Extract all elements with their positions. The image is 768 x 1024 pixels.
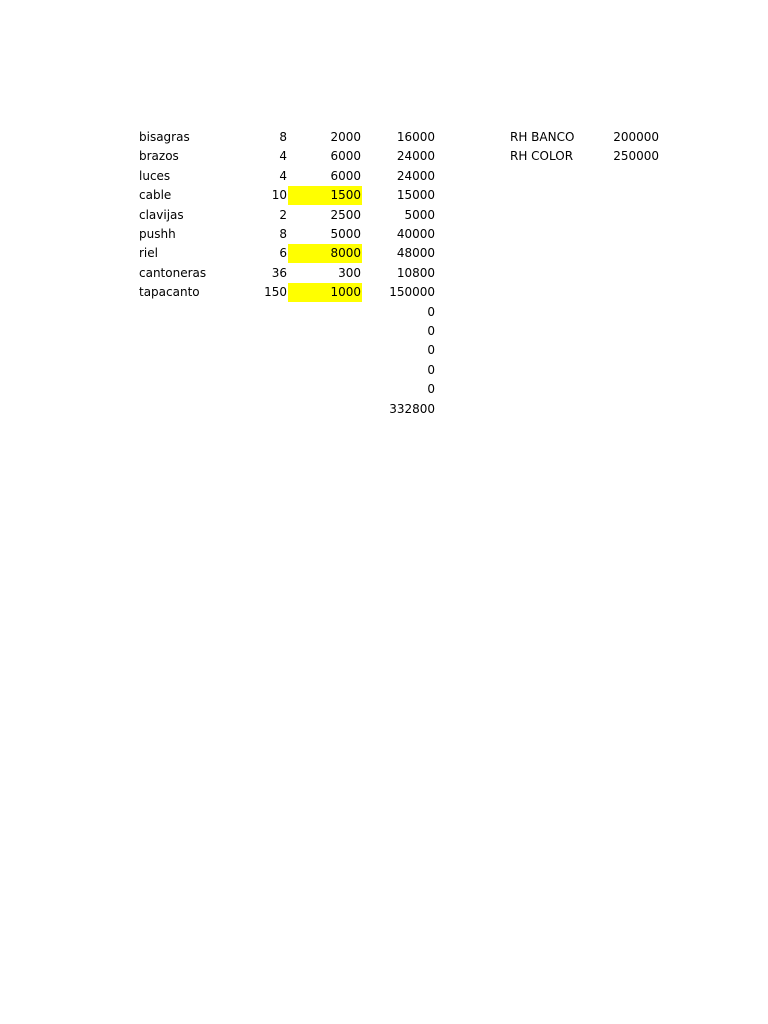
item-quantity-cell: 4 [279,149,287,163]
empty-total-cell: 0 [427,324,435,338]
item-total-cell: 24000 [396,169,435,183]
empty-total-cell: 0 [427,343,435,357]
grand-total-cell: 332800 [389,402,435,416]
side-item-label: RH COLOR [510,149,574,163]
side-item-value: 200000 [613,130,659,144]
item-price-cell: 2000 [330,130,361,144]
empty-total-cell: 0 [427,363,435,377]
item-total-cell: 15000 [396,188,435,202]
item-name-cell: cable [139,188,172,202]
item-price-cell: 1500 [288,186,362,205]
item-total-cell: 10800 [396,266,435,280]
empty-total-cell: 0 [427,305,435,319]
item-quantity-cell: 4 [279,169,287,183]
item-price-cell: 6000 [330,169,361,183]
item-quantity-cell: 2 [279,208,287,222]
item-total-cell: 48000 [396,246,435,260]
item-price-cell: 1000 [288,283,362,302]
item-price-cell: 8000 [288,244,362,263]
item-name-cell: clavijas [139,208,184,222]
item-quantity-cell: 6 [279,246,287,260]
side-item-value: 250000 [613,149,659,163]
side-item-label: RH BANCO [510,130,575,144]
item-quantity-cell: 8 [279,130,287,144]
item-total-cell: 24000 [396,149,435,163]
item-total-cell: 16000 [396,130,435,144]
item-price-cell: 2500 [330,208,361,222]
item-total-cell: 5000 [404,208,435,222]
item-name-cell: cantoneras [139,266,207,280]
item-quantity-cell: 8 [279,227,287,241]
item-name-cell: luces [139,169,171,183]
item-name-cell: riel [139,246,158,260]
item-quantity-cell: 10 [271,188,287,202]
item-total-cell: 150000 [389,285,435,299]
item-quantity-cell: 36 [271,266,287,280]
item-name-cell: pushh [139,227,176,241]
item-price-cell: 6000 [330,149,361,163]
item-name-cell: bisagras [139,130,190,144]
item-price-cell: 5000 [330,227,361,241]
item-name-cell: brazos [139,149,179,163]
item-quantity-cell: 150 [264,285,287,299]
item-price-cell: 300 [338,266,361,280]
empty-total-cell: 0 [427,382,435,396]
item-total-cell: 40000 [396,227,435,241]
item-name-cell: tapacanto [139,285,200,299]
